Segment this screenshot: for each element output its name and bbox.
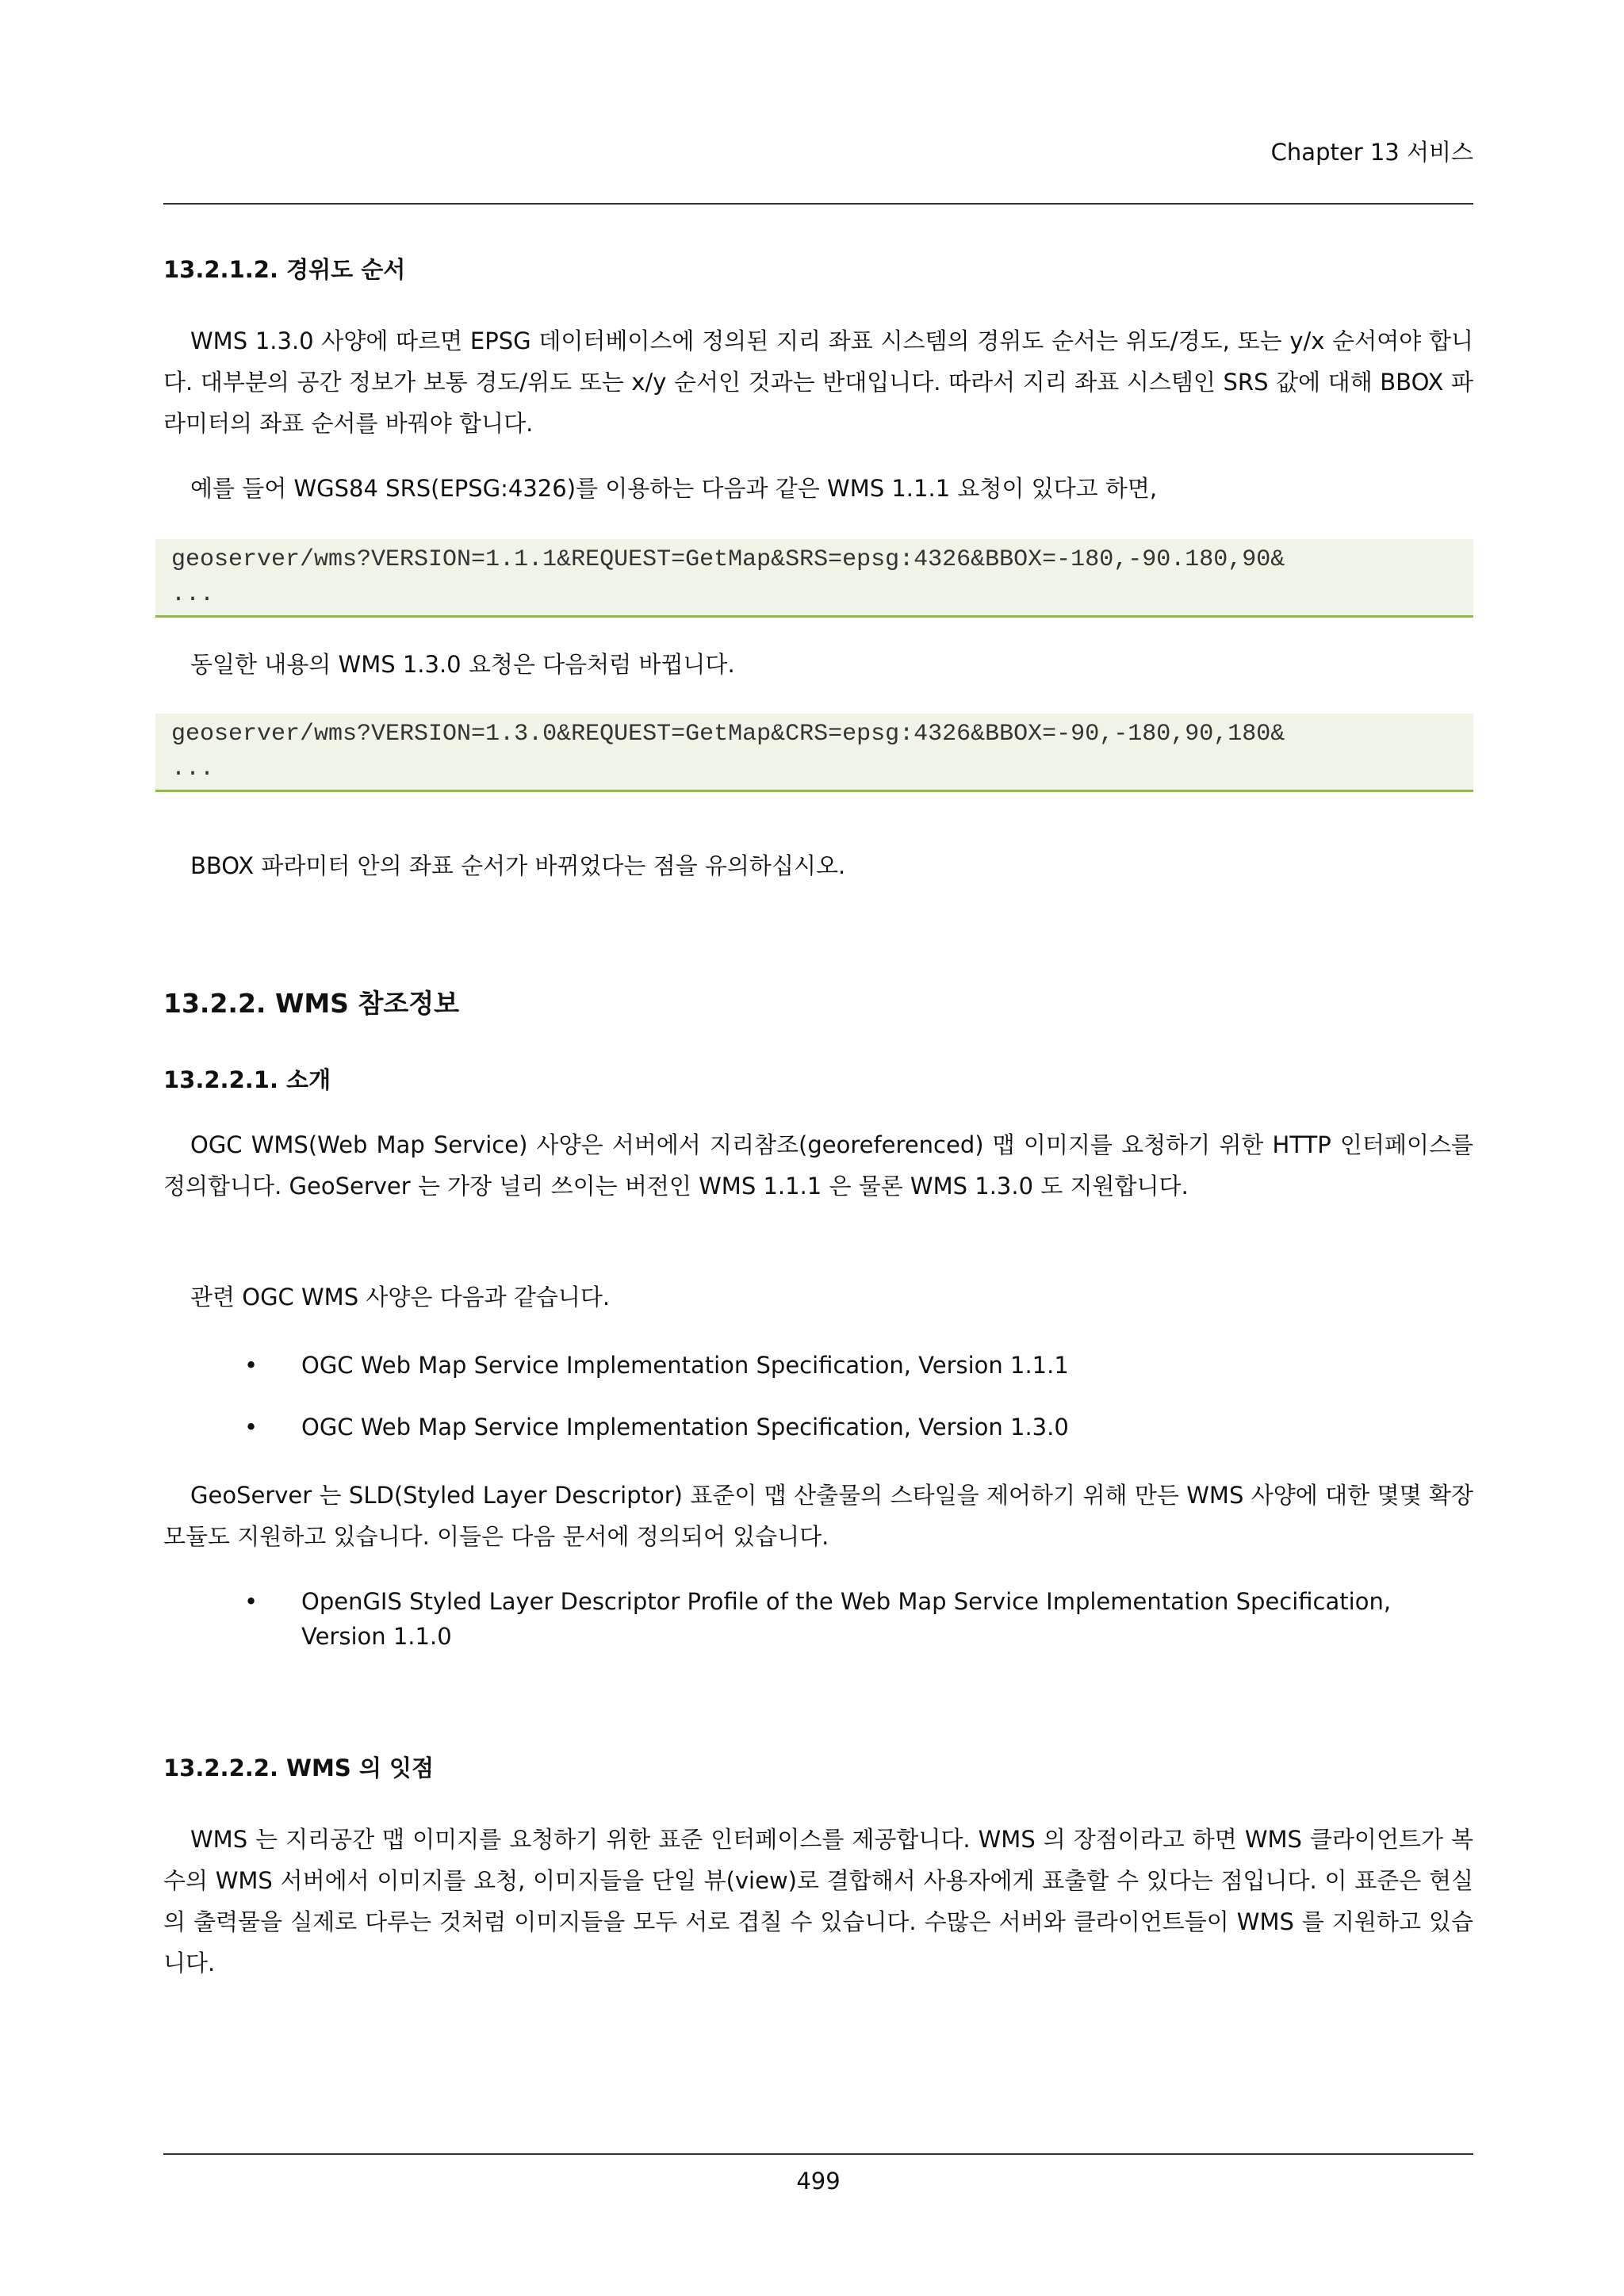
list-item [238, 1584, 1473, 1654]
page-footer [163, 2153, 1473, 2195]
bullet-glyph: • [244, 1588, 259, 1615]
spec-list-wms [238, 1348, 1473, 1445]
section-heading-13-2-1-2: 13.2.1.2. 경위도 순서 [163, 256, 406, 283]
paragraph-example-intro: 예를 들어 WGS84 SRS(EPSG:4326)를 이용하는 다음과 같은 WMS 1.1.1 요청이 있다고 하면, [190, 475, 1158, 502]
list-item [238, 1410, 1473, 1445]
paragraph-wms-benefits: WMS 는 지리공간 맵 이미지를 요청하기 위한 표준 인터페이스를 제공합니다. WMS 의 장점이라고 하면 WMS 클라이언트가 복수의 WMS 서버에서 이미지를 요청, 이미지들을 단일 뷰(view)로 결합해서 사용자에게 표출할 수 있다는 점입니다. 이 표준은 현실의 출력물을 실제로 다루는 것처럼 이미지들을 모두 서로 겹칠 수 있습니다. 수많은 서버와 클라이언트들이 WMS 를 지원하고 있습니다. [163, 1826, 1473, 1976]
paragraph-wms-intro: OGC WMS(Web Map Service) 사양은 서버에서 지리참조(georeferenced) 맵 이미지를 요청하기 위한 HTTP 인터페이스를 정의합니다. GeoServer 는 가장 널리 쓰이는 버전인 WMS 1.1.1 은 물론 WMS 1.3.0 도 지원합니다. [163, 1131, 1473, 1200]
bullet-glyph: • [244, 1414, 259, 1441]
section-heading-13-2-2-2: 13.2.2.2. WMS 의 잇점 [163, 1755, 435, 1781]
paragraph-bbox-note: BBOX 파라미터 안의 좌표 순서가 바뀌었다는 점을 유의하십시오. [190, 852, 846, 879]
list-item-text: OpenGIS Styled Layer Descriptor Profile of the Web Map Service Implementation Specification, Version 1.1.0 [301, 1588, 1392, 1650]
page-header [163, 133, 1473, 205]
paragraph-related-specs: 관련 OGC WMS 사양은 다음과 같습니다. [190, 1284, 611, 1311]
code-block-wms-111: geoserver/wms?VERSION=1.1.1&REQUEST=GetMap&SRS=epsg:4326&BBOX=-180,-90.180,90& ... [155, 539, 1473, 618]
list-item-text: OGC Web Map Service Implementation Specification, Version 1.3.0 [301, 1414, 1069, 1441]
section-heading-13-2-2: 13.2.2. WMS 참조정보 [163, 988, 459, 1019]
paragraph-axis-order: WMS 1.3.0 사양에 따르면 EPSG 데이터베이스에 정의된 지리 좌표 시스템의 경위도 순서는 위도/경도, 또는 y/x 순서여야 합니다. 대부분의 공간 정보가 보통 경도/위도 또는 x/y 순서인 것과는 반대입니다. 따라서 지리 좌표 시스템인 SRS 값에 대해 BBOX 파라미터의 좌표 순서를 바꿔야 합니다. [163, 327, 1473, 437]
section-heading-13-2-2-1: 13.2.2.1. 소개 [163, 1066, 331, 1093]
page-number: 499 [796, 2168, 841, 2195]
running-header: Chapter 13 서비스 [1270, 139, 1473, 166]
paragraph-wms-130-intro: 동일한 내용의 WMS 1.3.0 요청은 다음처럼 바뀝니다. [190, 651, 735, 678]
list-item [238, 1348, 1473, 1383]
spec-list-sld [238, 1584, 1473, 1654]
bullet-glyph: • [244, 1352, 259, 1379]
code-block-wms-130: geoserver/wms?VERSION=1.3.0&REQUEST=GetMap&CRS=epsg:4326&BBOX=-90,-180,90,180& ... [155, 714, 1473, 792]
list-item-text: OGC Web Map Service Implementation Specification, Version 1.1.1 [301, 1352, 1069, 1379]
paragraph-sld-extensions: GeoServer 는 SLD(Styled Layer Descriptor) 표준이 맵 산출물의 스타일을 제어하기 위해 만든 WMS 사양에 대한 몇몇 확장 모듈도 지원하고 있습니다. 이들은 다음 문서에 정의되어 있습니다. [163, 1482, 1473, 1550]
